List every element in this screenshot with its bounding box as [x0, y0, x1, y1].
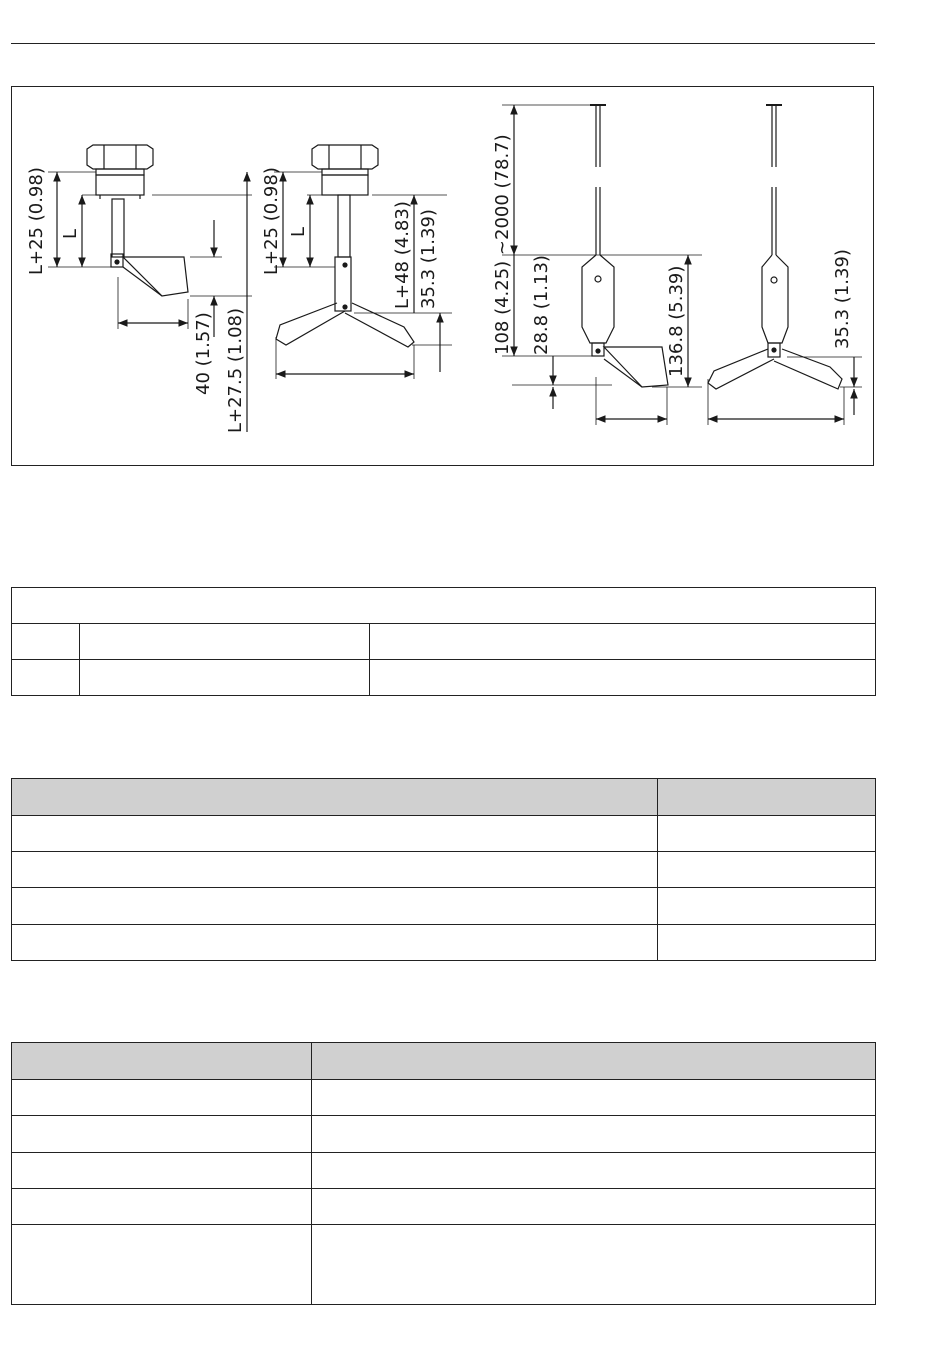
table-header-cell	[658, 779, 876, 816]
table-cell	[12, 1116, 312, 1153]
rope-sensor-1	[582, 105, 668, 387]
table-cell	[12, 588, 876, 624]
dim-label: 108 (4.25) ~2000 (78.7)	[492, 134, 513, 355]
table-cell	[312, 1225, 876, 1305]
table-row	[12, 1153, 876, 1189]
dim-label: 136.8 (5.39)	[666, 265, 687, 377]
table-cell	[12, 660, 80, 696]
table-row	[12, 1116, 876, 1153]
dim-label: L+25 (0.98)	[261, 167, 282, 275]
dim-label: L	[60, 228, 81, 239]
table-cell	[312, 1153, 876, 1189]
table-cell	[370, 624, 876, 660]
table-cell	[312, 1080, 876, 1116]
header-rule	[11, 43, 875, 44]
table-3	[11, 1042, 876, 1305]
table-row	[12, 1189, 876, 1225]
table-cell	[12, 1080, 312, 1116]
dim-label: 28.8 (1.13)	[531, 255, 552, 355]
table-cell	[312, 1116, 876, 1153]
table-row	[12, 888, 876, 925]
dim-label: L+48 (4.83)	[392, 201, 413, 309]
table-cell	[12, 852, 658, 888]
table-row	[12, 660, 876, 696]
table-row	[12, 1080, 876, 1116]
table-cell	[312, 1189, 876, 1225]
table-row	[12, 852, 876, 888]
dim-label: 40 (1.57)	[193, 312, 214, 395]
table-cell	[12, 888, 658, 925]
table-cell	[80, 660, 370, 696]
table-cell	[12, 816, 658, 852]
table-row	[12, 925, 876, 961]
table-row	[12, 816, 876, 852]
table-cell	[370, 660, 876, 696]
table-cell	[12, 925, 658, 961]
paddle-sensor-1	[87, 145, 188, 296]
rope-sensor-2	[708, 105, 842, 389]
table-cell	[12, 1225, 312, 1305]
dimension-drawing	[11, 86, 874, 466]
table-title-row	[12, 588, 876, 624]
table-cell	[658, 816, 876, 852]
table-cell	[658, 888, 876, 925]
table-cell	[12, 1189, 312, 1225]
table-row	[12, 624, 876, 660]
table-1	[11, 587, 876, 696]
table-cell	[12, 1153, 312, 1189]
dim-label: L+25 (0.98)	[26, 167, 47, 275]
table-cell	[12, 624, 80, 660]
table-cell	[80, 624, 370, 660]
table-2	[11, 778, 876, 961]
table-header-row	[12, 779, 876, 816]
table-header-cell	[312, 1043, 876, 1080]
dim-label: 35.3 (1.39)	[832, 249, 853, 349]
dim-label: L	[288, 226, 309, 237]
table-header-cell	[12, 1043, 312, 1080]
table-cell	[658, 852, 876, 888]
table-header-cell	[12, 779, 658, 816]
table-cell	[658, 925, 876, 961]
dim-label: 35.3 (1.39)	[418, 209, 439, 309]
dim-label: L+27.5 (1.08)	[225, 307, 246, 433]
dimension-drawing-svg	[12, 87, 875, 467]
table-header-row	[12, 1043, 876, 1080]
table-row	[12, 1225, 876, 1305]
